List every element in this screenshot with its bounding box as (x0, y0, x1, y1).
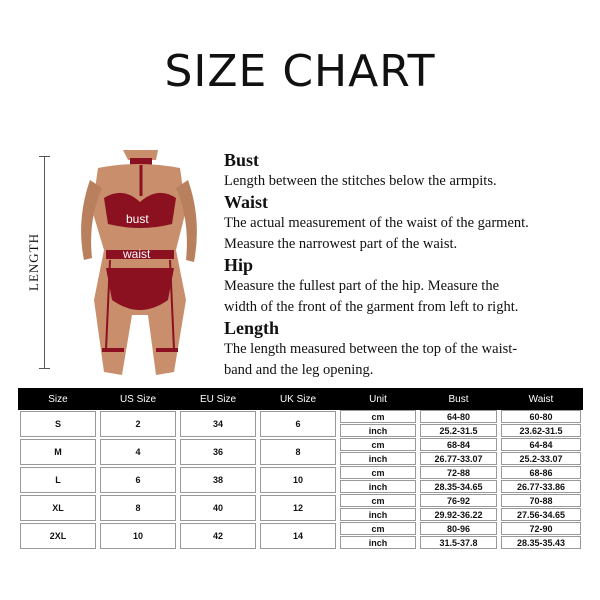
waist-cell: 60-80 (501, 410, 581, 423)
header-bust: Bust (448, 393, 469, 405)
bust-cell: 80-96 (420, 522, 497, 535)
page-title: SIZE CHART (164, 46, 436, 97)
hip-desc-line-2: width of the front of the garment from left to right. (224, 299, 519, 315)
measurement-subrow-inch (338, 424, 583, 438)
model-illustration (68, 150, 208, 382)
unit-cell: inch (340, 536, 416, 549)
hip-heading: Hip (224, 255, 254, 275)
bust-cell: 76-92 (420, 494, 497, 507)
model-figure (20, 150, 210, 385)
us-size-cell: 6 (100, 467, 176, 493)
bust-label: bust (126, 212, 149, 226)
table-row (18, 438, 583, 466)
unit-cell: inch (340, 480, 416, 493)
bust-cell: 26.77-33.07 (420, 452, 497, 465)
us-size-cell: 4 (100, 439, 176, 465)
measurement-subrow-cm (338, 410, 583, 424)
length-heading: Length (224, 318, 280, 338)
waist-cell: 23.62-31.5 (501, 424, 581, 437)
waist-cell: 26.77-33.86 (501, 480, 581, 493)
measurement-subrows (338, 466, 583, 494)
unit-cell: cm (340, 522, 416, 535)
waist-cell: 70-88 (501, 494, 581, 507)
uk-size-cell: 8 (260, 439, 336, 465)
size-cell: XL (20, 495, 96, 521)
eu-size-cell: 36 (180, 439, 256, 465)
measurement-subrow-inch (338, 536, 583, 550)
waist-desc-line-1: The actual measurement of the waist of the garment. (224, 215, 529, 231)
bust-cell: 28.35-34.65 (420, 480, 497, 493)
measurement-descriptions (224, 150, 584, 381)
measurement-subrow-cm (338, 522, 583, 536)
measurement-subrow-cm (338, 438, 583, 452)
measurement-subrow-inch (338, 508, 583, 522)
bust-heading: Bust (224, 150, 260, 170)
measurement-subrows (338, 494, 583, 522)
eu-size-cell: 42 (180, 523, 256, 549)
measurement-subrows (338, 522, 583, 550)
uk-size-cell: 12 (260, 495, 336, 521)
hip-desc-line-1: Measure the fullest part of the hip. Measure the (224, 278, 500, 294)
us-size-cell: 2 (100, 411, 176, 437)
eu-size-cell: 34 (180, 411, 256, 437)
table-row (18, 494, 583, 522)
header-uk-size: UK Size (279, 393, 317, 405)
eu-size-cell: 38 (180, 467, 256, 493)
header-waist: Waist (528, 393, 554, 405)
length-cap-bottom (39, 368, 50, 369)
unit-cell: inch (340, 508, 416, 521)
waist-label: waist (123, 247, 151, 261)
unit-cell: cm (340, 438, 416, 451)
table-row (18, 466, 583, 494)
bust-cell: 31.5-37.8 (420, 536, 497, 549)
waist-cell: 64-84 (501, 438, 581, 451)
bust-cell: 29.92-36.22 (420, 508, 497, 521)
uk-size-cell: 14 (260, 523, 336, 549)
waist-cell: 72-90 (501, 522, 581, 535)
unit-cell: cm (340, 410, 416, 423)
waist-desc-line-2: Measure the narrowest part of the waist. (224, 236, 458, 252)
length-measure-line (44, 156, 45, 368)
bust-cell: 64-80 (420, 410, 497, 423)
waist-cell: 28.35-35.43 (501, 536, 581, 549)
measurement-subrow-inch (338, 480, 583, 494)
header-eu-size: EU Size (199, 393, 237, 405)
measurement-subrow-cm (338, 494, 583, 508)
bust-desc-line-1: Length between the stitches below the armpits. (224, 173, 497, 189)
waist-heading: Waist (224, 192, 269, 212)
size-cell: M (20, 439, 96, 465)
table-row (18, 410, 583, 438)
unit-cell: inch (340, 424, 416, 437)
bust-cell: 72-88 (420, 466, 497, 479)
bust-cell: 68-84 (420, 438, 497, 451)
header-unit: Unit (369, 393, 387, 405)
uk-size-cell: 6 (260, 411, 336, 437)
length-desc-line-2: band and the leg opening. (224, 362, 374, 378)
header-us-size: US Size (119, 393, 157, 405)
us-size-cell: 10 (100, 523, 176, 549)
unit-cell: cm (340, 494, 416, 507)
table-header (18, 388, 583, 410)
measurement-subrow-cm (338, 466, 583, 480)
table-row (18, 522, 583, 550)
us-size-cell: 8 (100, 495, 176, 521)
length-cap-top (39, 156, 50, 157)
uk-size-cell: 10 (260, 467, 336, 493)
table-body (18, 410, 583, 550)
size-cell: S (20, 411, 96, 437)
header-size: Size (48, 393, 68, 405)
size-cell: L (20, 467, 96, 493)
waist-cell: 25.2-33.07 (501, 452, 581, 465)
measurement-subrows (338, 438, 583, 466)
waist-cell: 68-86 (501, 466, 581, 479)
measurement-subrow-inch (338, 452, 583, 466)
length-label: LENGTH (26, 233, 41, 291)
unit-cell: cm (340, 466, 416, 479)
waist-cell: 27.56-34.65 (501, 508, 581, 521)
bust-cell: 25.2-31.5 (420, 424, 497, 437)
size-table (18, 388, 583, 550)
size-cell: 2XL (20, 523, 96, 549)
length-desc-line-1: The length measured between the top of the waist- (224, 341, 518, 357)
unit-cell: inch (340, 452, 416, 465)
eu-size-cell: 40 (180, 495, 256, 521)
measurement-subrows (338, 410, 583, 438)
